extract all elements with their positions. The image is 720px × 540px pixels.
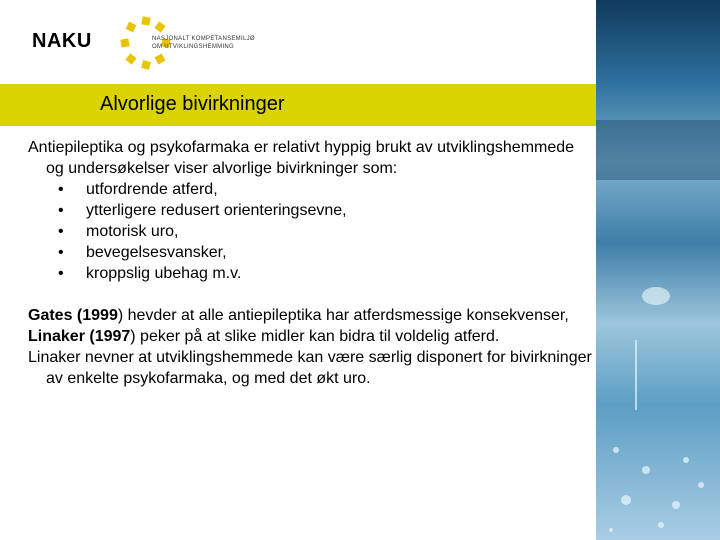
list-item bbox=[28, 242, 593, 263]
bullet-text: bevegelsesvansker, bbox=[86, 244, 227, 261]
bullet-icon: • bbox=[58, 223, 64, 240]
intro-paragraph: Antiepileptika og psykofarmaka er relativt hyppig brukt av utviklingshemmede og undersøkelser viser alvorlige bivirkninger som: bbox=[28, 139, 575, 177]
linaker-reference bbox=[28, 326, 593, 347]
closing-paragraph: Linaker nevner at utviklingshemmede kan være særlig disponert for bivirkninger av enkelte psykofarmaka, og med det økt uro. bbox=[28, 349, 592, 387]
logo-subtitle-line2: OM UTVIKLINGSHEMMING bbox=[152, 44, 235, 50]
logo-subtitle bbox=[152, 35, 255, 51]
slide-title: Alvorlige bivirkninger bbox=[100, 93, 285, 115]
gates-text: hevder at alle antiepileptika har atferdsmessige konsekvenser, bbox=[123, 307, 569, 324]
bullet-icon: • bbox=[58, 265, 64, 282]
naku-logo bbox=[28, 14, 268, 74]
list-item bbox=[28, 263, 593, 284]
spacer bbox=[28, 284, 593, 305]
bullet-icon: • bbox=[58, 181, 64, 198]
linaker-text: peker på at slike midler kan bidra til voldelig atferd. bbox=[135, 328, 500, 345]
water-image bbox=[596, 0, 720, 540]
bullet-icon: • bbox=[58, 202, 64, 219]
logo-subtitle-line1: NASJONALT KOMPETANSEMILJØ bbox=[152, 36, 255, 42]
bullet-text: kroppslig ubehag m.v. bbox=[86, 265, 242, 282]
list-item bbox=[28, 200, 593, 221]
list-item bbox=[28, 179, 593, 200]
linaker-author: Linaker (1997 bbox=[28, 328, 131, 345]
gates-paren: ) bbox=[117, 307, 124, 324]
title-bar bbox=[0, 84, 598, 126]
linaker-paren: ) bbox=[130, 328, 136, 345]
logo-name: NAKU bbox=[32, 30, 92, 52]
bullet-icon: • bbox=[58, 244, 64, 261]
bullet-text: ytterligere redusert orienteringsevne, bbox=[86, 202, 347, 219]
list-item bbox=[28, 221, 593, 242]
bullet-text: motorisk uro, bbox=[86, 223, 179, 240]
gates-author: Gates (1999 bbox=[28, 307, 118, 324]
bullet-text: utfordrende atferd, bbox=[86, 181, 218, 198]
slide-body bbox=[28, 137, 593, 389]
bullet-list bbox=[28, 179, 593, 284]
gates-reference bbox=[28, 305, 593, 326]
